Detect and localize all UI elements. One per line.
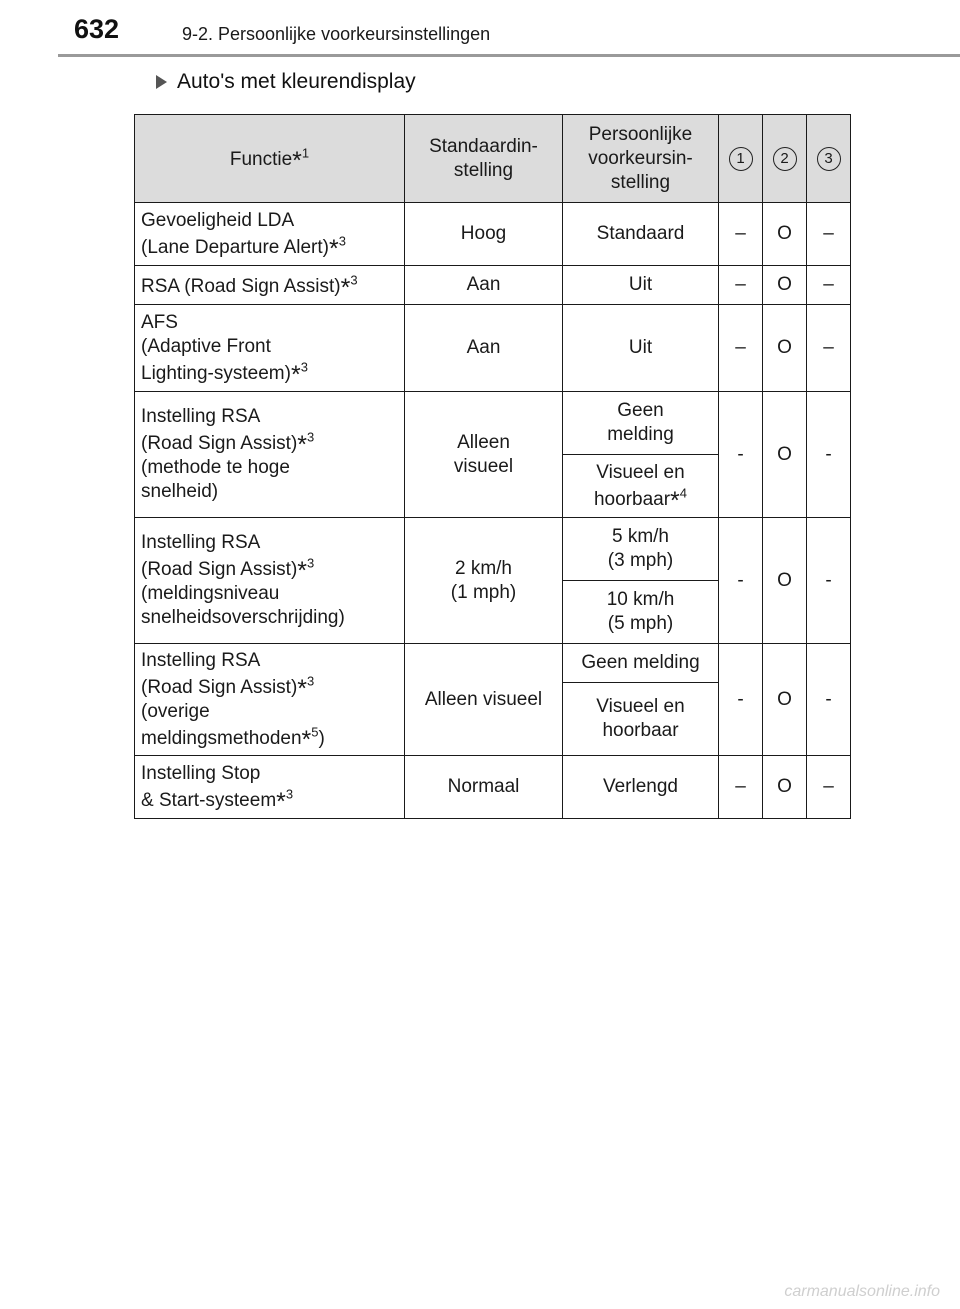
header-rule	[58, 54, 960, 57]
row-method-1: –	[719, 305, 763, 392]
settings-table	[134, 114, 851, 819]
row-default-value: Alleen visueel	[405, 392, 563, 518]
row-method-2: O	[763, 518, 807, 644]
row-function-label: Gevoeligheid LDA (Lane Departure Alert)*$^3$	[135, 203, 405, 266]
row-method-2: O	[763, 266, 807, 305]
page-number: 632	[74, 14, 120, 44]
row-personal-value: 10 km/h (5 mph)	[563, 581, 719, 644]
row-default-value: Normaal	[405, 756, 563, 819]
row-method-2: O	[763, 305, 807, 392]
row-personal-value: Uit	[563, 266, 719, 305]
row-personal-value: Uit	[563, 305, 719, 392]
row-method-3: -	[807, 644, 851, 756]
circled-number-1-icon: 1	[729, 147, 753, 171]
row-personal-value: 5 km/h (3 mph)	[563, 518, 719, 581]
row-method-2: O	[763, 644, 807, 756]
header-customize-method-2	[763, 115, 807, 203]
row-default-value: Aan	[405, 266, 563, 305]
table-row	[135, 266, 851, 305]
section-heading-text: Auto's met kleurendisplay	[177, 70, 416, 93]
triangle-bullet-icon	[156, 75, 167, 89]
row-method-2: O	[763, 756, 807, 819]
section-heading	[156, 70, 416, 94]
row-method-3: –	[807, 305, 851, 392]
row-personal-value: Geen melding	[563, 644, 719, 683]
row-method-1: –	[719, 756, 763, 819]
table-header-row	[135, 115, 851, 203]
row-method-1: -	[719, 392, 763, 518]
row-method-1: -	[719, 518, 763, 644]
row-method-1: -	[719, 644, 763, 756]
row-function-label: Instelling RSA (Road Sign Assist)*$^3$ (methode te hoge snelheid)	[135, 392, 405, 518]
header-customize-method-1	[719, 115, 763, 203]
row-function-label: RSA (Road Sign Assist)*$^3$	[135, 266, 405, 305]
table-row	[135, 392, 851, 455]
row-function-label: Instelling Stop & Start-systeem*$^3$	[135, 756, 405, 819]
row-method-3: –	[807, 756, 851, 819]
table-row	[135, 644, 851, 683]
row-personal-value: Visueel en hoorbaar*$^4$	[563, 455, 719, 518]
circled-number-2-icon: 2	[773, 147, 797, 171]
row-default-value: Hoog	[405, 203, 563, 266]
row-method-3: –	[807, 266, 851, 305]
row-function-label: Instelling RSA (Road Sign Assist)*$^3$ (overige meldingsmethoden*$^5$)	[135, 644, 405, 756]
header-personal-setting: Persoonlijke voorkeursin- stelling	[563, 115, 719, 203]
row-method-2: O	[763, 203, 807, 266]
table-row	[135, 305, 851, 392]
table-row	[135, 203, 851, 266]
row-method-3: -	[807, 518, 851, 644]
row-personal-value: Standaard	[563, 203, 719, 266]
row-default-value: Alleen visueel	[405, 644, 563, 756]
row-personal-value: Verlengd	[563, 756, 719, 819]
header-default-setting: Standaardin- stelling	[405, 115, 563, 203]
table-row	[135, 518, 851, 581]
row-default-value: Aan	[405, 305, 563, 392]
row-method-2: O	[763, 392, 807, 518]
circled-number-3-icon: 3	[817, 147, 841, 171]
row-method-3: -	[807, 392, 851, 518]
row-method-3: –	[807, 203, 851, 266]
header-function: Functie*$^1$	[135, 115, 405, 203]
row-personal-value: Geen melding	[563, 392, 719, 455]
row-function-label: AFS (Adaptive Front Lighting-systeem)*$^3$	[135, 305, 405, 392]
footer-watermark: carmanualsonline.info	[784, 1283, 940, 1300]
table-row	[135, 756, 851, 819]
row-default-value: 2 km/h (1 mph)	[405, 518, 563, 644]
row-personal-value: Visueel en hoorbaar	[563, 683, 719, 756]
row-method-1: –	[719, 203, 763, 266]
row-function-label: Instelling RSA (Road Sign Assist)*$^3$ (meldingsniveau snelheidsoverschrijding)	[135, 518, 405, 644]
chapter-title: 9-2. Persoonlijke voorkeursinstellingen	[182, 24, 491, 44]
header-customize-method-3	[807, 115, 851, 203]
row-method-1: –	[719, 266, 763, 305]
